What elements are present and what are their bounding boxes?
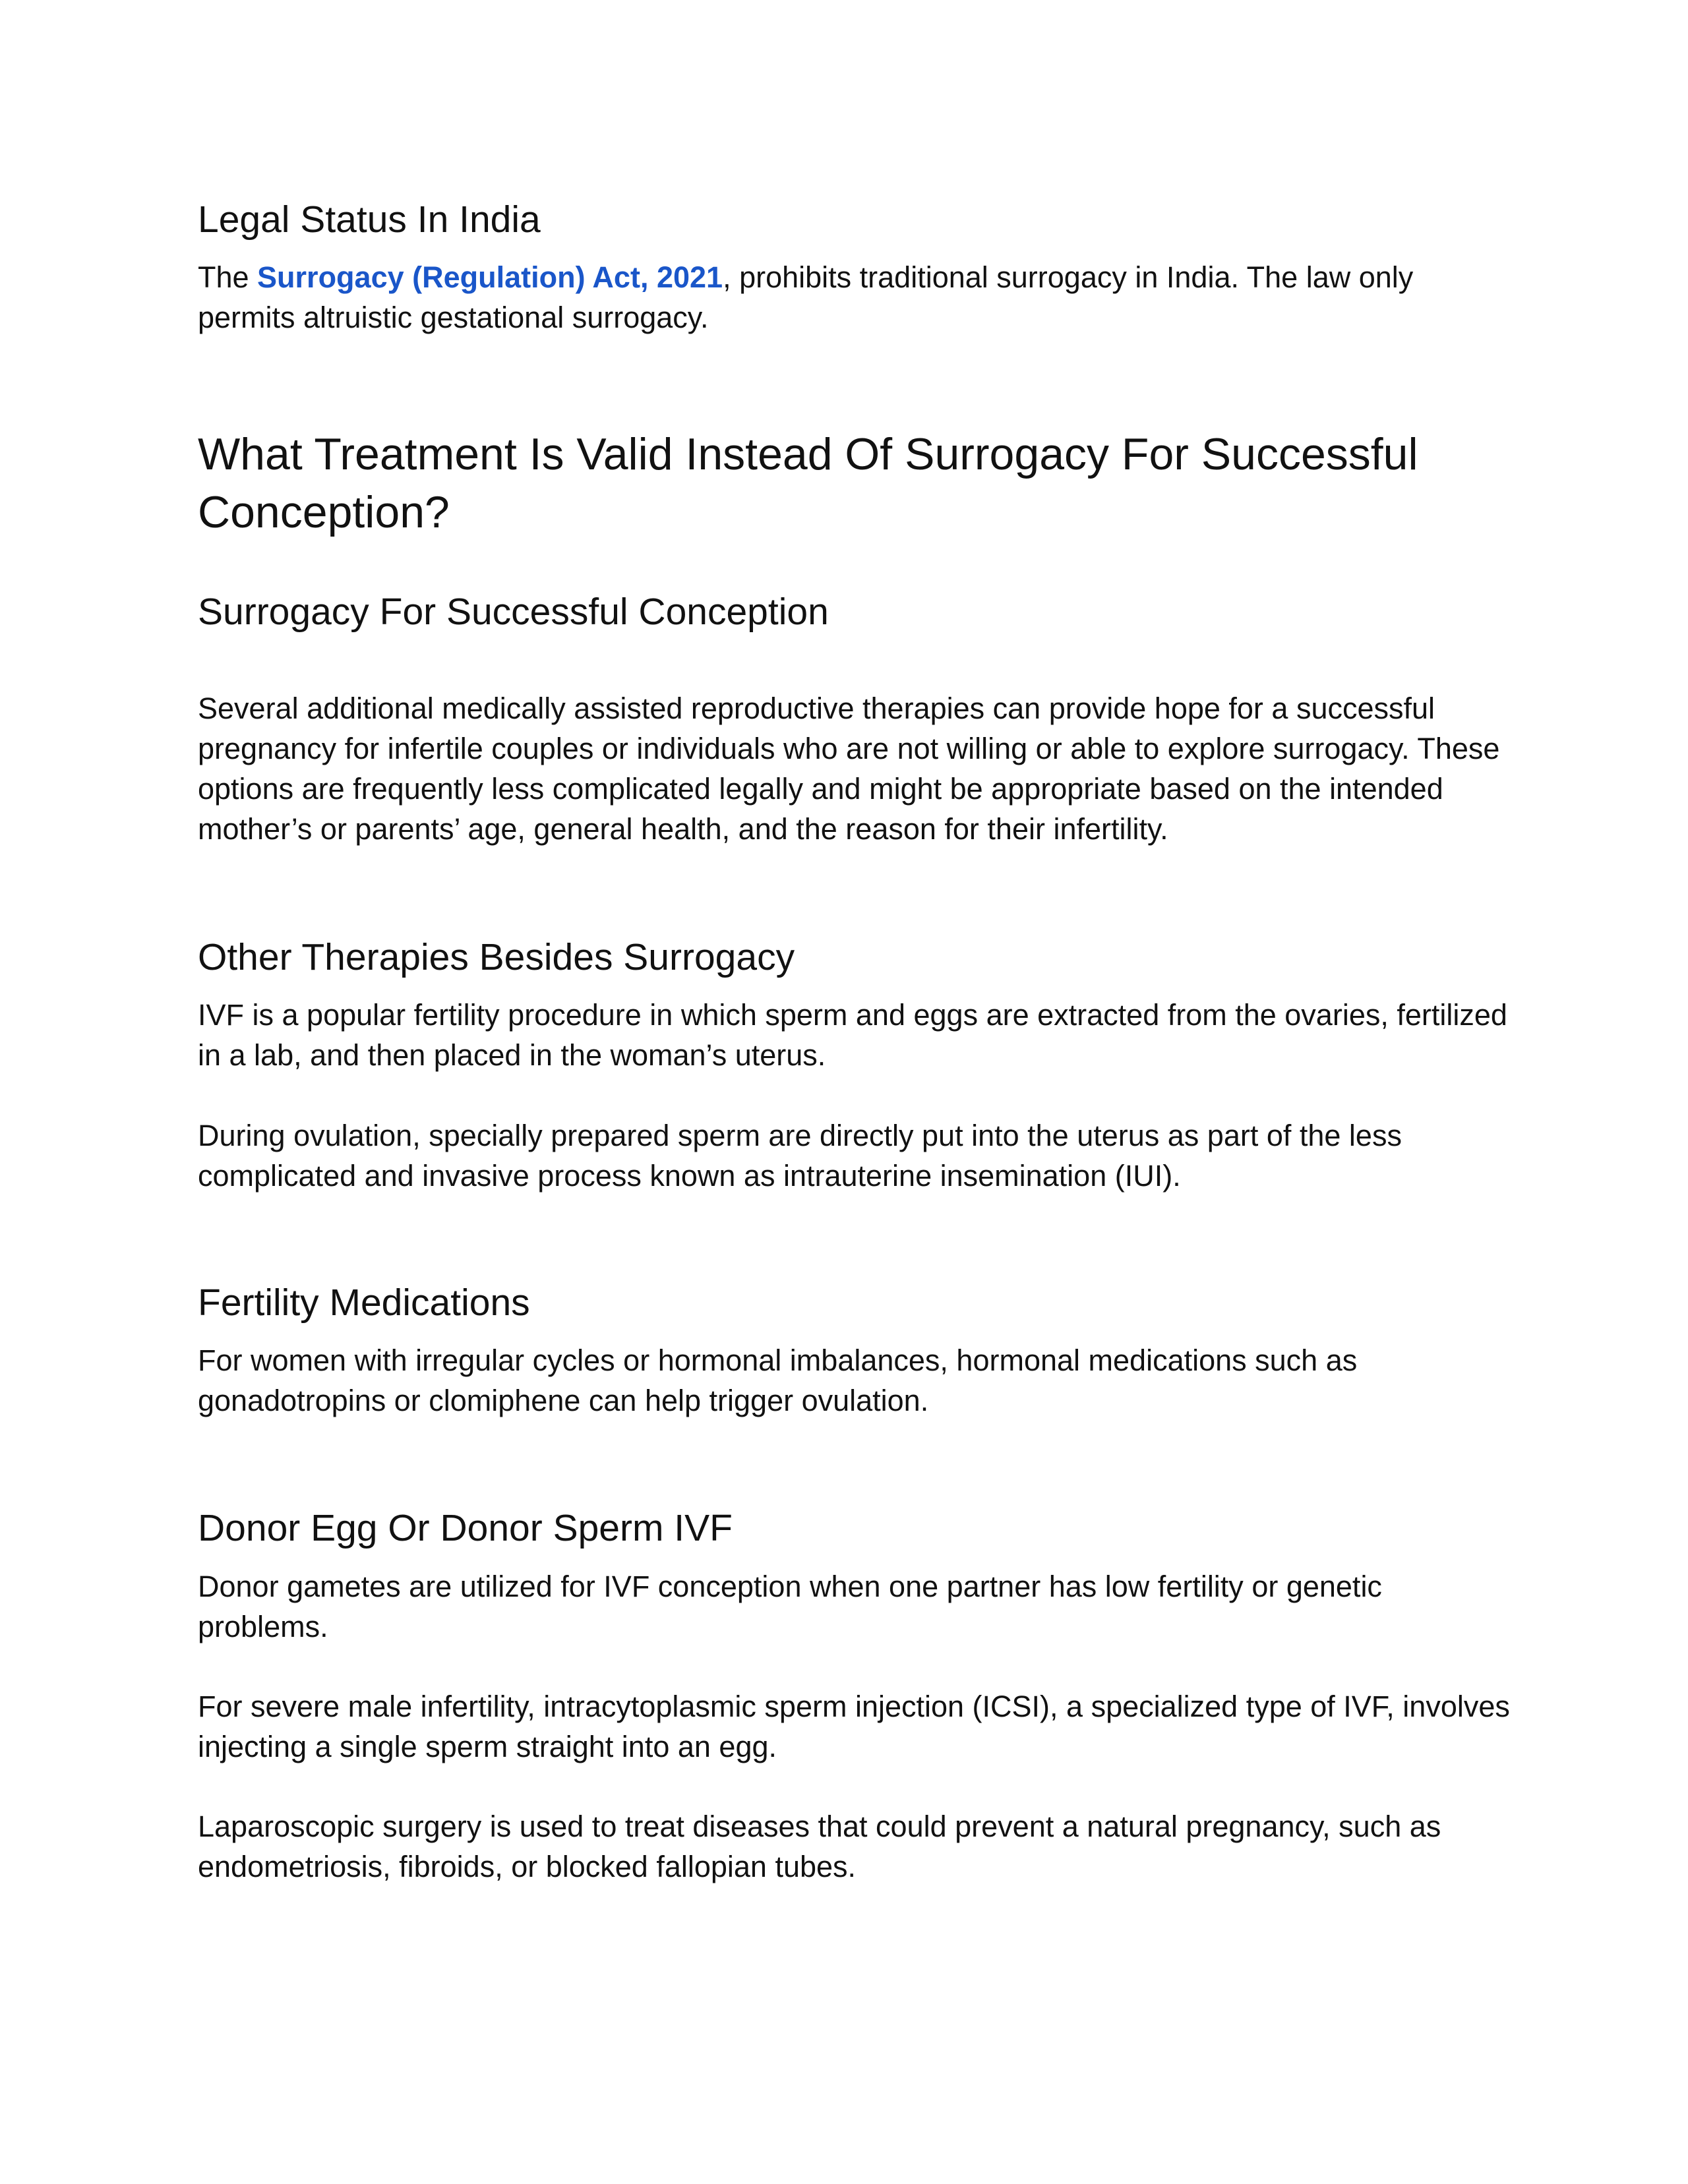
paragraph-ivf: IVF is a popular fertility procedure in which sperm and eggs are extracted from the ovaries, fertilized in a lab, and then placed in the woman’s uterus. bbox=[198, 998, 1507, 1072]
paragraph-prefix: The bbox=[198, 260, 258, 294]
heading-donor-ivf: Donor Egg Or Donor Sperm IVF bbox=[198, 1507, 733, 1549]
heading-what-treatment: What Treatment Is Valid Instead Of Surrogacy For Successful Conception? bbox=[198, 429, 1418, 537]
surrogacy-act-link[interactable]: Surrogacy (Regulation) Act, 2021 bbox=[257, 260, 723, 294]
paragraph-medications: For women with irregular cycles or hormonal imbalances, hormonal medications such as gonadotropins or clomiphene can help trigger ovulation. bbox=[198, 1343, 1358, 1417]
paragraph-reproductive-therapies: Several additional medically assisted reproductive therapies can provide hope for a successful pregnancy for infertile couples or individuals who are not willing or able to explore surrogacy. These options are frequently less complicated legally and might be appropriate based on the intended mother’s or parents’ age, general health, and the reason for their infertility. bbox=[198, 692, 1500, 846]
heading-surrogacy-successful-conception: Surrogacy For Successful Conception bbox=[198, 591, 829, 633]
paragraph-laparoscopic-surgery: Laparoscopic surgery is used to treat diseases that could prevent a natural pregnancy, such as endometriosis, fibroids, or blocked fallopian tubes. bbox=[198, 1810, 1441, 1883]
heading-legal-status: Legal Status In India bbox=[198, 198, 541, 241]
paragraph-suffix: , prohibits traditional surrogacy in India. The law only permits altruistic gestational surrogacy. bbox=[198, 260, 1414, 334]
paragraph-legal-status bbox=[198, 257, 1517, 338]
paragraph-donor-gametes: Donor gametes are utilized for IVF conception when one partner has low fertility or genetic problems. bbox=[198, 1570, 1382, 1643]
heading-fertility-medications: Fertility Medications bbox=[198, 1282, 530, 1324]
paragraph-iui: During ovulation, specially prepared sperm are directly put into the uterus as part of the less complicated and invasive process known as intrauterine insemination (IUI). bbox=[198, 1119, 1402, 1193]
heading-other-therapies: Other Therapies Besides Surrogacy bbox=[198, 936, 795, 978]
paragraph-icsi: For severe male infertility, intracytoplasmic sperm injection (ICSI), a specialized type of IVF, involves injecting a single sperm straight into an egg. bbox=[198, 1690, 1510, 1763]
